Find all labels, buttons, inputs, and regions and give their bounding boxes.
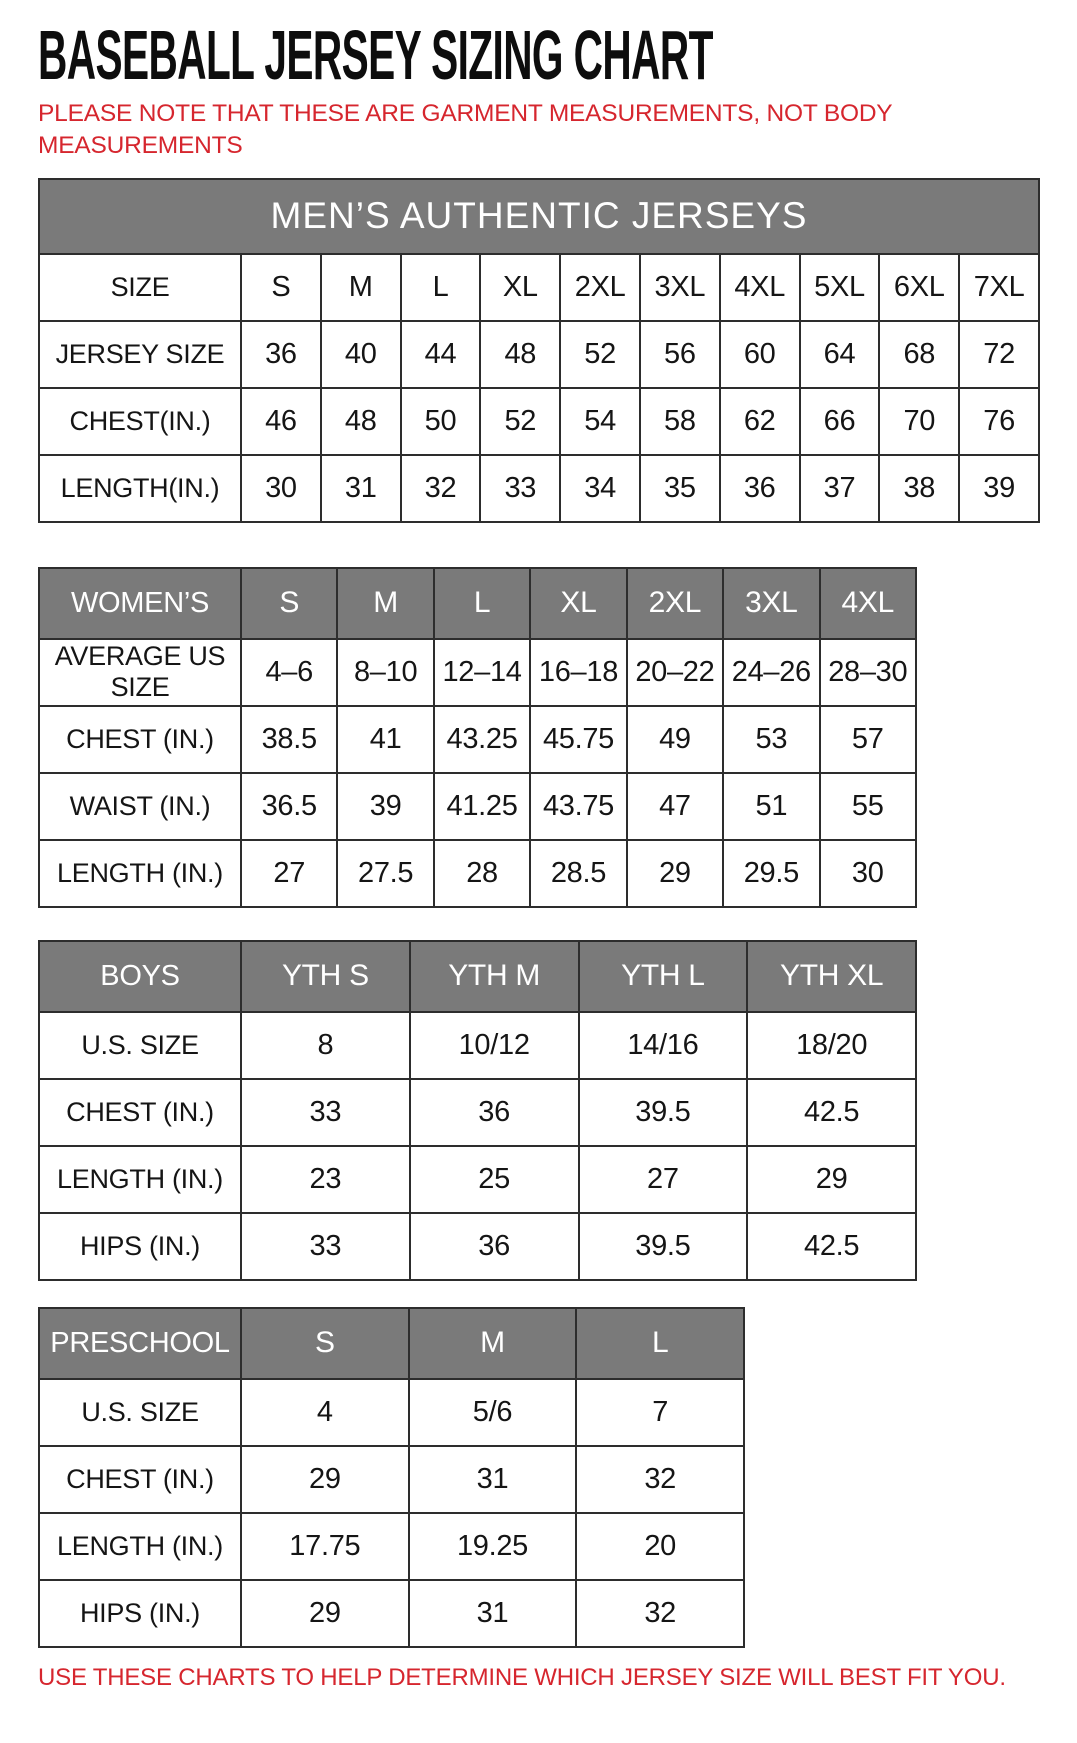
row-label-cell: CHEST(IN.): [39, 388, 241, 455]
value-cell: 58: [640, 388, 720, 455]
value-cell: 27.5: [337, 840, 433, 907]
size-header-cell: L: [434, 568, 530, 639]
value-cell: 32: [401, 455, 481, 522]
value-cell: 36: [241, 321, 321, 388]
size-header-cell: S: [241, 568, 337, 639]
value-cell: 52: [560, 321, 640, 388]
footer-text: USE THESE CHARTS TO HELP DETERMINE WHICH JERSEY SIZE WILL BEST FIT YOU.: [38, 1663, 1006, 1691]
value-cell: 23: [241, 1146, 410, 1213]
value-cell: 38: [879, 455, 959, 522]
value-cell: 28: [434, 840, 530, 907]
note-line-1: PLEASE NOTE THAT THESE ARE GARMENT MEASUREMENTS, NOT BODY: [38, 100, 893, 127]
garment-measurements-note: [38, 98, 1047, 162]
value-cell: 48: [480, 321, 560, 388]
value-cell: 43.25: [434, 706, 530, 773]
header-row: [39, 568, 916, 639]
value-cell: 40: [321, 321, 401, 388]
womens-title-cell: WOMEN’S: [39, 568, 241, 639]
value-cell: 25: [410, 1146, 579, 1213]
value-cell: 16–18: [530, 639, 626, 706]
size-header-cell: M: [409, 1308, 577, 1379]
value-cell: 54: [560, 388, 640, 455]
value-cell: 17.75: [241, 1513, 409, 1580]
size-header-cell: S: [241, 1308, 409, 1379]
value-cell: 51: [723, 773, 819, 840]
value-cell: 27: [241, 840, 337, 907]
row-label-cell: HIPS (IN.): [39, 1580, 241, 1647]
table-row: [39, 1580, 744, 1647]
size-header-cell: YTH M: [410, 941, 579, 1012]
value-cell: 24–26: [723, 639, 819, 706]
size-header-cell: M: [337, 568, 433, 639]
value-cell: 37: [800, 455, 880, 522]
value-cell: 27: [579, 1146, 748, 1213]
size-header-cell: YTH S: [241, 941, 410, 1012]
table-row: [39, 455, 1039, 522]
value-cell: 55: [820, 773, 916, 840]
value-cell: 33: [241, 1213, 410, 1280]
boys-sizing-table: [38, 940, 917, 1281]
size-header-cell: YTH XL: [747, 941, 916, 1012]
value-cell: 49: [627, 706, 723, 773]
size-header-cell: 4XL: [820, 568, 916, 639]
page-title: [38, 16, 1047, 94]
value-cell: 60: [720, 321, 800, 388]
value-cell: 6XL: [879, 254, 959, 321]
value-cell: 29: [241, 1580, 409, 1647]
mens-banner: MEN’S AUTHENTIC JERSEYS: [39, 179, 1039, 254]
size-header-cell: L: [576, 1308, 744, 1379]
value-cell: 39: [337, 773, 433, 840]
value-cell: 3XL: [640, 254, 720, 321]
value-cell: 29: [627, 840, 723, 907]
value-cell: 70: [879, 388, 959, 455]
value-cell: 57: [820, 706, 916, 773]
row-label-cell: AVERAGE US SIZE: [39, 639, 241, 706]
row-label-cell: CHEST (IN.): [39, 1079, 241, 1146]
value-cell: 10/12: [410, 1012, 579, 1079]
row-label-cell: LENGTH (IN.): [39, 1146, 241, 1213]
value-cell: 53: [723, 706, 819, 773]
value-cell: 34: [560, 455, 640, 522]
row-label-cell: HIPS (IN.): [39, 1213, 241, 1280]
value-cell: 31: [321, 455, 401, 522]
row-label-cell: U.S. SIZE: [39, 1012, 241, 1079]
table-row: [39, 1446, 744, 1513]
row-label-cell: LENGTH (IN.): [39, 840, 241, 907]
value-cell: 28–30: [820, 639, 916, 706]
table-row: [39, 388, 1039, 455]
value-cell: 72: [959, 321, 1039, 388]
table-row: [39, 840, 916, 907]
value-cell: 36: [410, 1079, 579, 1146]
value-cell: 39.5: [579, 1213, 748, 1280]
row-label-cell: LENGTH (IN.): [39, 1513, 241, 1580]
value-cell: 76: [959, 388, 1039, 455]
value-cell: 30: [820, 840, 916, 907]
value-cell: 36: [410, 1213, 579, 1280]
value-cell: 32: [576, 1446, 744, 1513]
value-cell: 32: [576, 1580, 744, 1647]
value-cell: M: [321, 254, 401, 321]
table-row: [39, 773, 916, 840]
value-cell: 28.5: [530, 840, 626, 907]
table-row: [39, 639, 916, 706]
value-cell: 5XL: [800, 254, 880, 321]
value-cell: 7: [576, 1379, 744, 1446]
value-cell: 8: [241, 1012, 410, 1079]
value-cell: S: [241, 254, 321, 321]
size-header-cell: 3XL: [723, 568, 819, 639]
size-header-cell: 2XL: [627, 568, 723, 639]
row-label-cell: LENGTH(IN.): [39, 455, 241, 522]
value-cell: 44: [401, 321, 481, 388]
table-row: [39, 1379, 744, 1446]
table-row: [39, 1513, 744, 1580]
womens-sizing-table: [38, 567, 917, 908]
header-row: [39, 941, 916, 1012]
value-cell: 2XL: [560, 254, 640, 321]
row-label-cell: JERSEY SIZE: [39, 321, 241, 388]
value-cell: 66: [800, 388, 880, 455]
value-cell: 64: [800, 321, 880, 388]
row-label-cell: WAIST (IN.): [39, 773, 241, 840]
table-row: [39, 706, 916, 773]
table-row: [39, 321, 1039, 388]
mens-authentic-jerseys-table: [38, 178, 1040, 523]
value-cell: 47: [627, 773, 723, 840]
value-cell: 56: [640, 321, 720, 388]
value-cell: 20: [576, 1513, 744, 1580]
table-row: [39, 1012, 916, 1079]
value-cell: 68: [879, 321, 959, 388]
value-cell: 62: [720, 388, 800, 455]
size-header-cell: YTH L: [579, 941, 748, 1012]
value-cell: 45.75: [530, 706, 626, 773]
note-line-2: MEASUREMENTS: [38, 131, 243, 159]
value-cell: 33: [480, 455, 560, 522]
table-row: [39, 254, 1039, 321]
value-cell: 39: [959, 455, 1039, 522]
value-cell: 8–10: [337, 639, 433, 706]
value-cell: 46: [241, 388, 321, 455]
boys-title-cell: BOYS: [39, 941, 241, 1012]
row-label-cell: SIZE: [39, 254, 241, 321]
value-cell: 42.5: [747, 1079, 916, 1146]
row-label-cell: CHEST (IN.): [39, 706, 241, 773]
value-cell: 20–22: [627, 639, 723, 706]
value-cell: XL: [480, 254, 560, 321]
row-label-cell: U.S. SIZE: [39, 1379, 241, 1446]
value-cell: 52: [480, 388, 560, 455]
value-cell: 29: [747, 1146, 916, 1213]
value-cell: 30: [241, 455, 321, 522]
value-cell: 4–6: [241, 639, 337, 706]
value-cell: 33: [241, 1079, 410, 1146]
value-cell: 50: [401, 388, 481, 455]
value-cell: 31: [409, 1580, 577, 1647]
value-cell: 41: [337, 706, 433, 773]
value-cell: 7XL: [959, 254, 1039, 321]
preschool-sizing-table: [38, 1307, 745, 1648]
value-cell: 19.25: [409, 1513, 577, 1580]
value-cell: 36: [720, 455, 800, 522]
value-cell: 29: [241, 1446, 409, 1513]
value-cell: 39.5: [579, 1079, 748, 1146]
value-cell: 29.5: [723, 840, 819, 907]
value-cell: 4XL: [720, 254, 800, 321]
value-cell: 4: [241, 1379, 409, 1446]
preschool-title-cell: PRESCHOOL: [39, 1308, 241, 1379]
value-cell: 38.5: [241, 706, 337, 773]
page-title-text: BASEBALL JERSEY SIZING CHART: [38, 16, 713, 94]
value-cell: 5/6: [409, 1379, 577, 1446]
size-header-cell: XL: [530, 568, 626, 639]
value-cell: L: [401, 254, 481, 321]
table-row: [39, 1146, 916, 1213]
row-label-cell: CHEST (IN.): [39, 1446, 241, 1513]
value-cell: 41.25: [434, 773, 530, 840]
value-cell: 36.5: [241, 773, 337, 840]
value-cell: 12–14: [434, 639, 530, 706]
header-row: [39, 1308, 744, 1379]
value-cell: 31: [409, 1446, 577, 1513]
value-cell: 35: [640, 455, 720, 522]
banner-row: [39, 179, 1039, 254]
value-cell: 42.5: [747, 1213, 916, 1280]
value-cell: 14/16: [579, 1012, 748, 1079]
value-cell: 18/20: [747, 1012, 916, 1079]
table-row: [39, 1213, 916, 1280]
value-cell: 48: [321, 388, 401, 455]
table-row: [39, 1079, 916, 1146]
value-cell: 43.75: [530, 773, 626, 840]
